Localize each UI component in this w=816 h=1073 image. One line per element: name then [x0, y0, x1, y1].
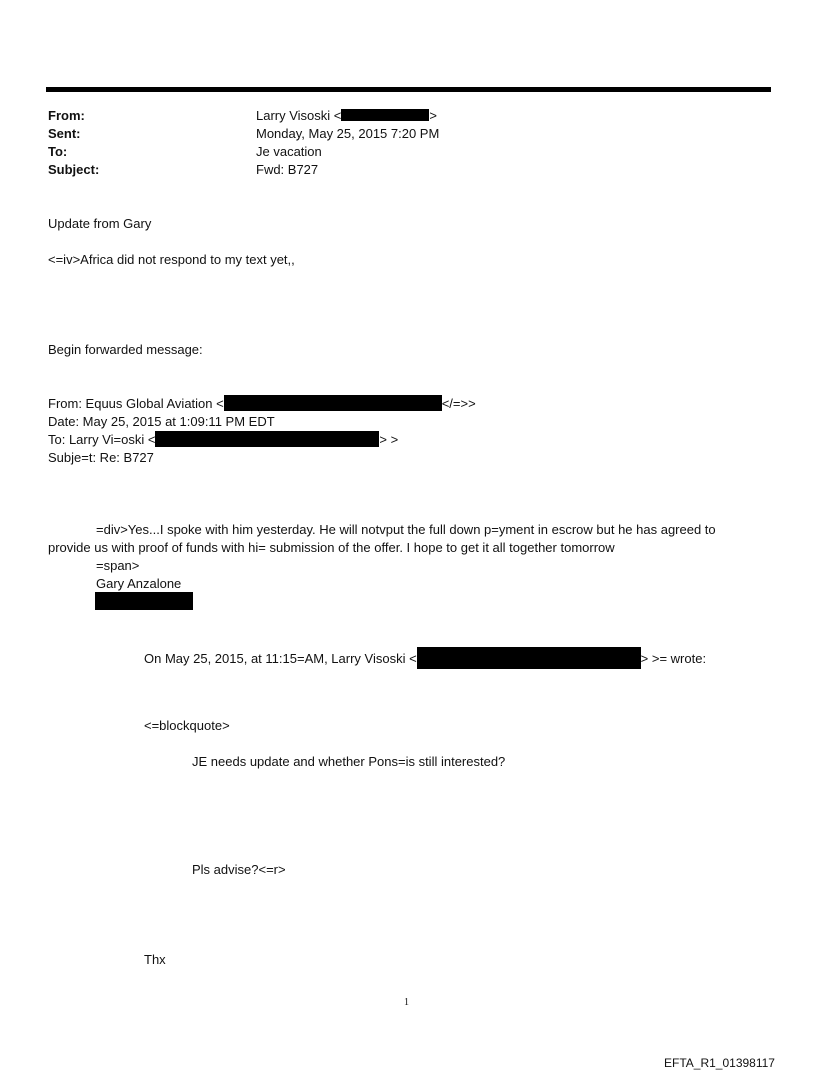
page-number: 1 — [404, 997, 409, 1008]
sent-label: Sent: — [48, 126, 81, 141]
forwarded-from-line — [48, 395, 476, 413]
quoted-je-line: JE needs update and whether Pons=is still interested? — [192, 754, 506, 769]
redaction-block — [95, 592, 193, 610]
forwarded-message-line-1: =div>Yes...I spoke with him yesterday. He will notvput the full down p=yment in escrow but he has agreed to — [96, 522, 716, 537]
quoted-thx-line: Thx — [144, 952, 166, 967]
quoted-on-line — [144, 647, 706, 669]
subject-value: Fwd: B727 — [256, 162, 319, 177]
subject-label: Subject: — [48, 162, 100, 177]
forwarded-to-line — [48, 431, 398, 449]
quoted-on-text: On May 25, 2015, at 11:15=AM, Larry Visoski < — [144, 651, 417, 666]
from-label: From: — [48, 108, 85, 123]
from-value-end: > — [429, 108, 437, 123]
from-value — [256, 107, 437, 125]
redaction-block — [417, 647, 641, 669]
begin-forwarded-line: Begin forwarded message: — [48, 342, 203, 357]
forwarded-date-line: Date: May 25, 2015 at 1:09:11 PM EDT — [48, 414, 275, 429]
header-rule — [46, 87, 771, 92]
sent-value: Monday, May 25, 2015 7:20 PM — [256, 126, 440, 141]
redaction-block — [155, 431, 379, 447]
redaction-block — [341, 109, 429, 121]
signature-name: Gary Anzalone — [96, 576, 182, 591]
span-tag-line: =span> — [96, 558, 140, 573]
from-value-text: Larry Visoski < — [256, 108, 342, 123]
forwarded-subject-line: Subje=t: Re: B727 — [48, 450, 154, 465]
quoted-on-end: > >= wrote: — [640, 651, 707, 666]
update-line: Update from Gary — [48, 216, 152, 231]
blockquote-tag-line: <=blockquote> — [144, 718, 230, 733]
quoted-pls-line: Pls advise?<=r> — [192, 862, 286, 877]
forwarded-to-end: > > — [379, 432, 399, 447]
to-value: Je vacation — [256, 144, 322, 159]
forwarded-to-text: To: Larry Vi=oski < — [48, 432, 156, 447]
forwarded-from-end: </=>> — [441, 396, 476, 411]
to-label: To: — [48, 144, 68, 159]
africa-line: <=iv>Africa did not respond to my text yet,, — [48, 252, 295, 267]
redaction-block — [224, 395, 442, 411]
bates-number: EFTA_R1_01398117 — [664, 1056, 775, 1070]
forwarded-message-line-2: provide us with proof of funds with hi= submission of the offer. I hope to get it all together tomorrow — [48, 540, 615, 555]
forwarded-from-text: From: Equus Global Aviation < — [48, 396, 224, 411]
